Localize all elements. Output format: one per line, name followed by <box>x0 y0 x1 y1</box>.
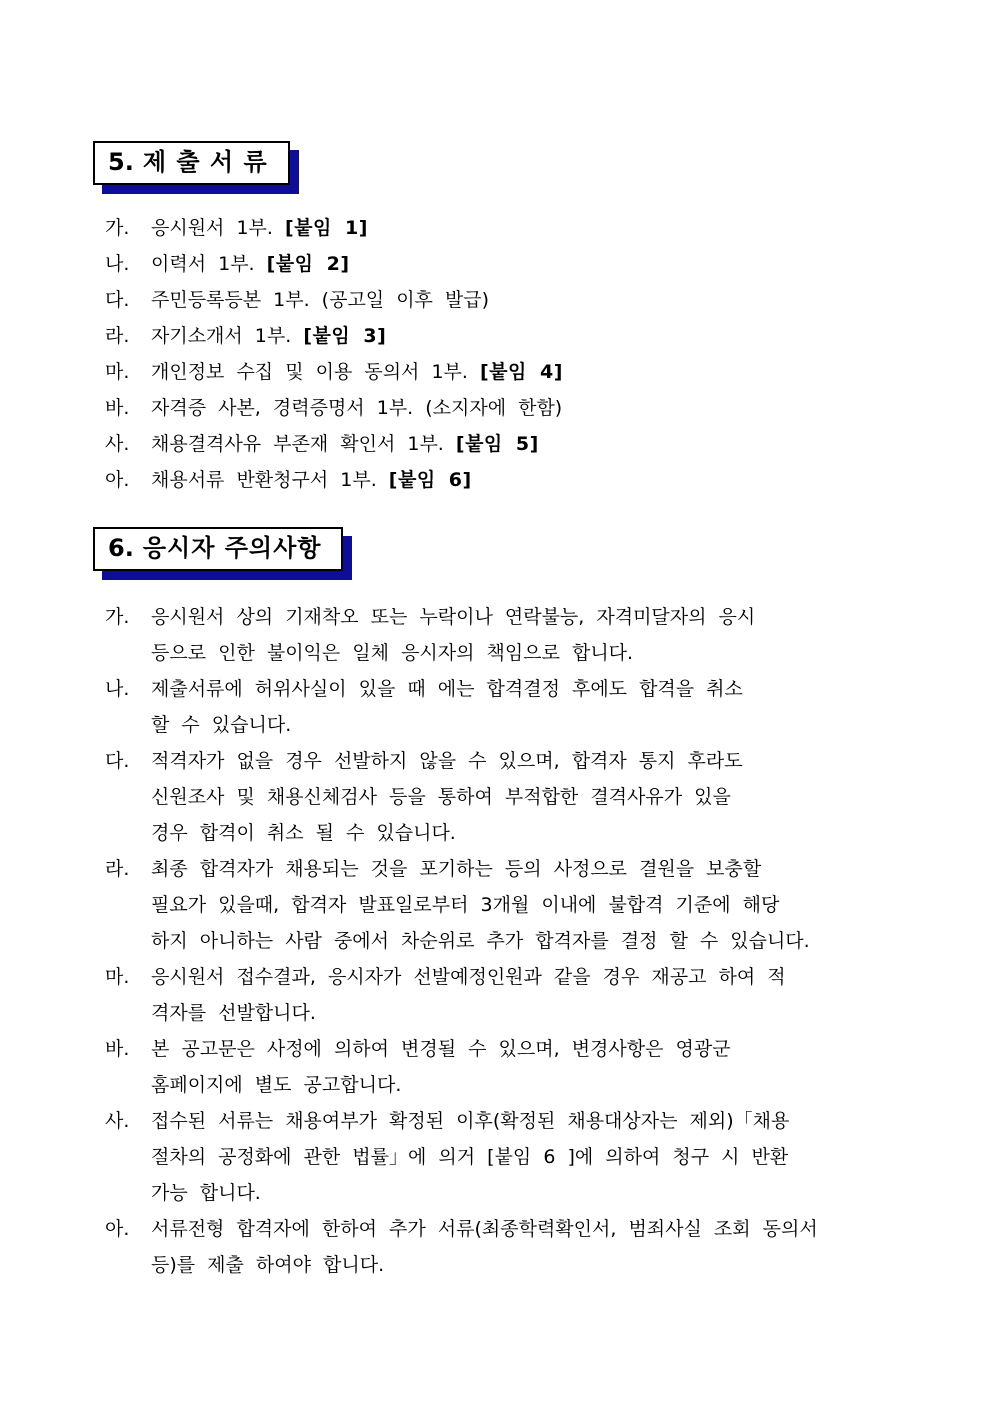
text-line <box>151 426 912 462</box>
section-title: 응시자 주의사항 <box>142 534 322 562</box>
section-item-list <box>105 210 912 498</box>
list-item-label: 라. <box>105 325 130 347</box>
text-run: 자기소개서 1부. <box>151 325 304 347</box>
text-line <box>151 1175 912 1211</box>
text-run: 최종 합격자가 채용되는 것을 포기하는 등의 사정으로 결원을 보충할 <box>151 858 762 880</box>
list-item <box>105 282 912 318</box>
text-line <box>151 599 912 635</box>
list-item-content <box>151 462 912 498</box>
text-line <box>151 1139 912 1175</box>
text-line <box>151 959 912 995</box>
list-item-content <box>151 671 912 743</box>
list-item-label: 라. <box>105 858 130 880</box>
list-item-label: 사. <box>105 1110 130 1132</box>
list-item-label: 마. <box>105 361 130 383</box>
text-run: 주민등록등본 1부. (공고일 이후 발급) <box>151 289 490 311</box>
list-item-content <box>151 354 912 390</box>
text-run: 응시원서 상의 기재착오 또는 누락이나 연락불능, 자격미달자의 응시 <box>151 606 756 628</box>
list-item-content <box>151 959 912 1031</box>
text-line <box>151 671 912 707</box>
list-item-content <box>151 1103 912 1211</box>
list-item <box>105 743 912 851</box>
section-header-box <box>93 141 290 185</box>
text-line <box>151 1031 912 1067</box>
text-line <box>151 923 912 959</box>
text-line <box>151 995 912 1031</box>
list-item <box>105 246 912 282</box>
text-run: 가능 합니다. <box>151 1182 261 1204</box>
text-run: 서류전형 합격자에 한하여 추가 서류(최종학력확인서, 범죄사실 조회 동의서 <box>151 1218 818 1240</box>
section-number: 5. <box>108 148 134 176</box>
list-item <box>105 959 912 1031</box>
text-line <box>151 1103 912 1139</box>
text-line <box>151 815 912 851</box>
list-item <box>105 462 912 498</box>
list-item-label: 아. <box>105 469 130 491</box>
text-run: 할 수 있습니다. <box>151 714 292 736</box>
text-line <box>151 887 912 923</box>
list-item-label: 사. <box>105 433 130 455</box>
list-item-label: 바. <box>105 1038 130 1060</box>
list-item-label: 가. <box>105 606 130 628</box>
text-run: 절차의 공정화에 관한 법률」에 의거 [붙임 6 ]에 의하여 청구 시 반환 <box>151 1146 789 1168</box>
attachment-ref: [붙임 4] <box>479 361 563 383</box>
list-item-content <box>151 599 912 671</box>
text-run: 채용결격사유 부존재 확인서 1부. <box>151 433 456 455</box>
list-item <box>105 318 912 354</box>
text-line <box>151 1067 912 1103</box>
list-item <box>105 851 912 959</box>
list-item-content <box>151 426 912 462</box>
list-item-content <box>151 210 912 246</box>
list-item-content <box>151 1211 912 1283</box>
attachment-ref: [붙임 3] <box>303 325 387 347</box>
list-item <box>105 599 912 671</box>
text-run: 홈페이지에 별도 공고합니다. <box>151 1074 402 1096</box>
text-line <box>151 318 912 354</box>
text-line <box>151 707 912 743</box>
list-item-content <box>151 743 912 851</box>
text-run: 자격증 사본, 경력증명서 1부. (소지자에 한함) <box>151 397 563 419</box>
list-item <box>105 390 912 426</box>
text-run: 개인정보 수집 및 이용 동의서 1부. <box>151 361 480 383</box>
text-run: 경우 합격이 취소 될 수 있습니다. <box>151 822 456 844</box>
document-section <box>93 141 912 498</box>
document-section <box>93 527 912 1283</box>
text-line <box>151 210 912 246</box>
text-run: 응시원서 1부. <box>151 217 285 239</box>
list-item <box>105 671 912 743</box>
section-title: 제 출 서 류 <box>142 148 268 176</box>
text-line <box>151 462 912 498</box>
text-line <box>151 246 912 282</box>
text-run: 접수된 서류는 채용여부가 확정된 이후(확정된 채용대상자는 제외)「채용 <box>151 1110 790 1132</box>
list-item-label: 바. <box>105 397 130 419</box>
section-header-box <box>93 527 343 571</box>
text-run: 채용서류 반환청구서 1부. <box>151 469 389 491</box>
list-item <box>105 426 912 462</box>
text-line <box>151 282 912 318</box>
attachment-ref: [붙임 2] <box>266 253 350 275</box>
list-item-content <box>151 246 912 282</box>
text-line <box>151 1211 912 1247</box>
text-run: 등)를 제출 하여야 합니다. <box>151 1254 385 1276</box>
list-item-label: 아. <box>105 1218 130 1240</box>
text-run: 이력서 1부. <box>151 253 267 275</box>
text-line <box>151 743 912 779</box>
list-item <box>105 210 912 246</box>
list-item-label: 마. <box>105 966 130 988</box>
attachment-ref: [붙임 5] <box>455 433 539 455</box>
text-run: 응시원서 접수결과, 응시자가 선발예정인원과 같을 경우 재공고 하여 적 <box>151 966 786 988</box>
text-line <box>151 779 912 815</box>
list-item-content <box>151 851 912 959</box>
list-item <box>105 1103 912 1211</box>
text-run: 적격자가 없을 경우 선발하지 않을 수 있으며, 합격자 통지 후라도 <box>151 750 743 772</box>
text-line <box>151 1247 912 1283</box>
list-item <box>105 354 912 390</box>
text-run: 하지 아니하는 사람 중에서 차순위로 추가 합격자를 결정 할 수 있습니다. <box>151 930 810 952</box>
section-item-list <box>105 599 912 1283</box>
text-run: 등으로 인한 불이익은 일체 응시자의 책임으로 합니다. <box>151 642 634 664</box>
list-item-content <box>151 1031 912 1103</box>
list-item <box>105 1211 912 1283</box>
list-item <box>105 1031 912 1103</box>
list-item-label: 나. <box>105 678 130 700</box>
attachment-ref: [붙임 1] <box>284 217 368 239</box>
text-run: 본 공고문은 사정에 의하여 변경될 수 있으며, 변경사항은 영광군 <box>151 1038 731 1060</box>
list-item-label: 다. <box>105 750 130 772</box>
list-item-content <box>151 390 912 426</box>
list-item-content <box>151 318 912 354</box>
list-item-content <box>151 282 912 318</box>
section-number: 6. <box>108 534 134 562</box>
text-line <box>151 354 912 390</box>
text-run: 제출서류에 허위사실이 있을 때 에는 합격결정 후에도 합격을 취소 <box>151 678 743 700</box>
list-item-label: 가. <box>105 217 130 239</box>
text-line <box>151 851 912 887</box>
text-run: 필요가 있을때, 합격자 발표일로부터 3개월 이내에 불합격 기준에 해당 <box>151 894 780 916</box>
text-line <box>151 390 912 426</box>
attachment-ref: [붙임 6] <box>388 469 472 491</box>
text-line <box>151 635 912 671</box>
text-run: 신원조사 및 채용신체검사 등을 통하여 부적합한 결격사유가 있을 <box>151 786 731 808</box>
list-item-label: 나. <box>105 253 130 275</box>
text-run: 격자를 선발합니다. <box>151 1002 316 1024</box>
list-item-label: 다. <box>105 289 130 311</box>
